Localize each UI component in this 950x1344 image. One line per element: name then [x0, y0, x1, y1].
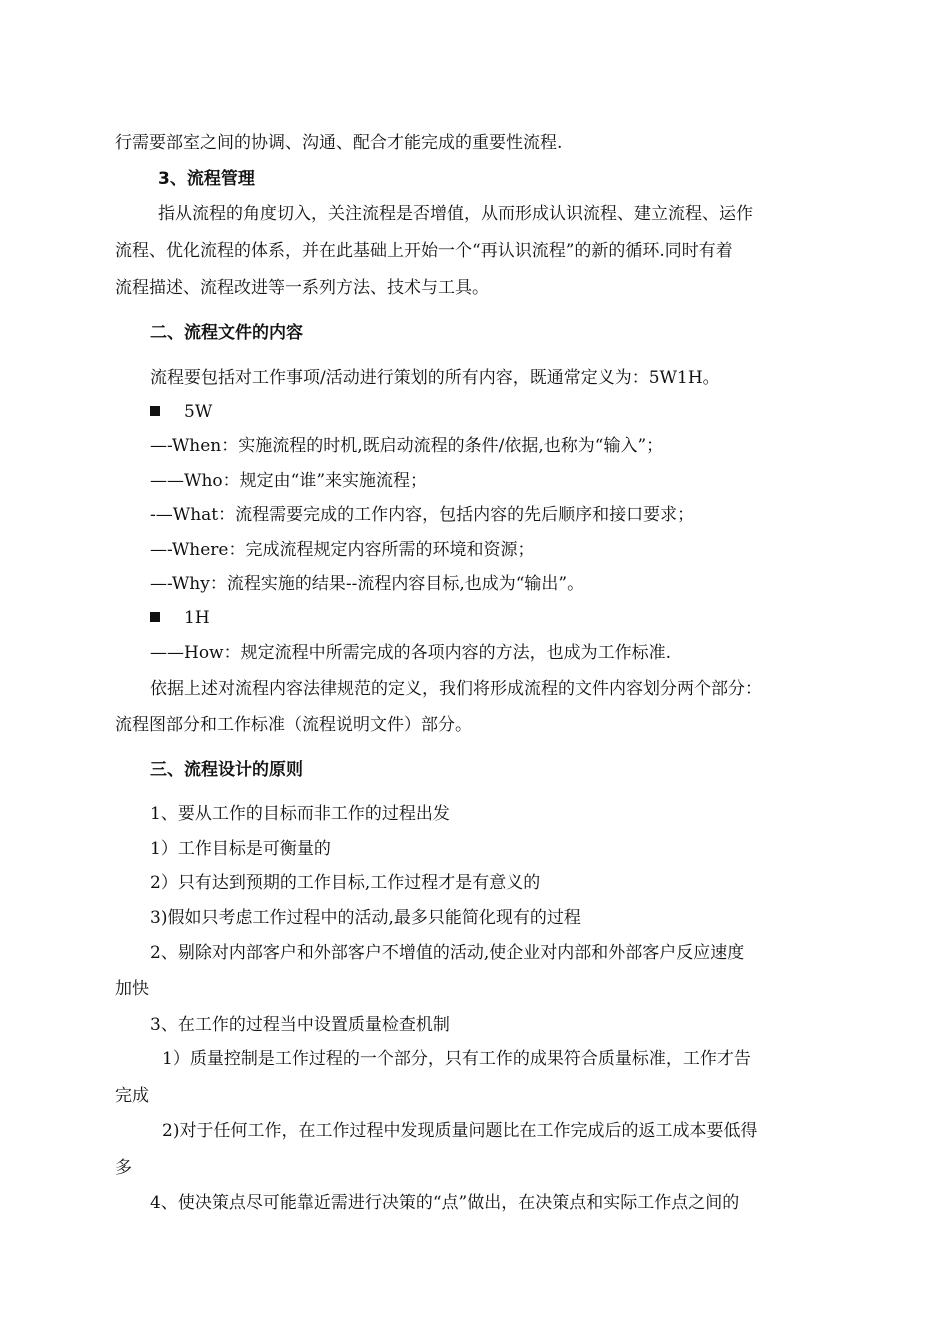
list-item: 4、使决策点尽可能靠近需进行决策的“点”做出，在决策点和实际工作点之间的: [150, 1193, 740, 1213]
section-heading: 三、流程设计的原则: [150, 760, 303, 780]
subsection-heading: 3、流程管理: [158, 169, 255, 189]
list-item: ——How：规定流程中所需完成的各项内容的方法，也成为工作标准.: [150, 643, 672, 663]
list-item: —-When：实施流程的时机,既启动流程的条件/依据,也称为“输入”；: [150, 436, 664, 456]
bullet-item: 5W: [150, 401, 212, 423]
list-item: 3、在工作的过程当中设置质量检查机制: [150, 1015, 450, 1035]
list-item: —-Where：完成流程规定内容所需的环境和资源；: [150, 540, 535, 560]
list-item: 1）工作目标是可衡量的: [150, 839, 331, 859]
square-bullet-icon: [150, 406, 160, 416]
paragraph-line: 行需要部室之间的协调、沟通、配合才能完成的重要性流程.: [115, 133, 563, 153]
paragraph-line: 加快: [115, 979, 149, 999]
paragraph-line: 流程、优化流程的体系，并在此基础上开始一个“再认识流程”的新的循环.同时有着: [115, 241, 733, 261]
list-item: -—What：流程需要完成的工作内容，包括内容的先后顺序和接口要求；: [150, 505, 695, 525]
section-heading: 二、流程文件的内容: [150, 323, 303, 343]
square-bullet-icon: [150, 612, 160, 622]
list-item: 2)对于任何工作，在工作过程中发现质量问题比在工作完成后的返工成本要低得: [162, 1121, 758, 1141]
bullet-item: 1H: [150, 607, 210, 629]
paragraph-line: 流程描述、流程改进等一系列方法、技术与工具。: [115, 278, 489, 298]
paragraph-line: 流程要包括对工作事项/活动进行策划的所有内容，既通常定义为：5W1H。: [150, 368, 720, 388]
list-item: ——Who：规定由“谁”来实施流程；: [150, 471, 428, 491]
list-item: 1、要从工作的目标而非工作的过程出发: [150, 804, 450, 824]
paragraph-line: 流程图部分和工作标准（流程说明文件）部分。: [115, 715, 472, 735]
list-item: 3)假如只考虑工作过程中的活动,最多只能简化现有的过程: [150, 908, 581, 928]
list-item: —-Why：流程实施的结果--流程内容目标,也成为“输出”。: [150, 574, 585, 594]
list-item: 2）只有达到预期的工作目标,工作过程才是有意义的: [150, 873, 541, 893]
paragraph-line: 多: [115, 1158, 132, 1178]
paragraph-line: 完成: [115, 1086, 149, 1106]
paragraph-line: 依据上述对流程内容法律规范的定义，我们将形成流程的文件内容划分两个部分：: [150, 679, 762, 699]
paragraph-line: 指从流程的角度切入，关注流程是否增值，从而形成认识流程、建立流程、运作: [158, 204, 753, 224]
list-item: 1）质量控制是工作过程的一个部分，只有工作的成果符合质量标准，工作才告: [162, 1049, 751, 1069]
list-item: 2、剔除对内部客户和外部客户不增值的活动,使企业对内部和外部客户反应速度: [150, 943, 745, 963]
